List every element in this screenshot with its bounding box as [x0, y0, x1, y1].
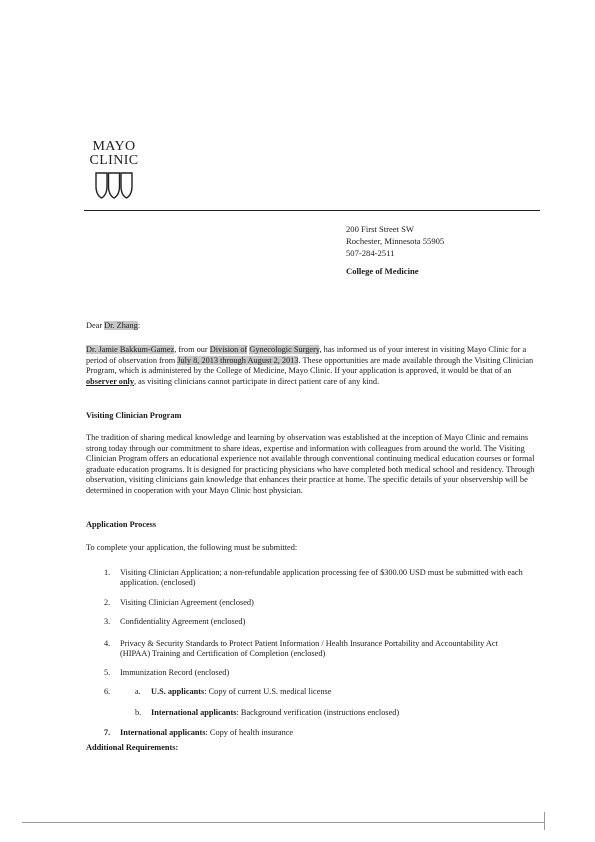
- salutation-suffix: :: [137, 321, 141, 330]
- list-item-number: 3.: [104, 617, 111, 626]
- address-block: [346, 224, 444, 278]
- division-label: Division of: [209, 345, 248, 354]
- additional-requirements-heading: Additional Requirements:: [86, 743, 179, 752]
- logo-line-1: MAYO: [92, 139, 136, 154]
- address-street: 200 First Street SW: [346, 224, 415, 234]
- list-item-number: 5.: [104, 668, 111, 677]
- mayo-clinic-logo: [86, 140, 142, 168]
- header-divider: [84, 210, 540, 211]
- list-item-text: Privacy & Security Standards to Protect Patient Information / Health Insurance Portability and Accountability Act (HIPAA) Training and Certification of Completion (enclosed): [120, 639, 498, 659]
- list-item-text: Visiting Clinician Application; a non-refundable application processing fee of $300.00 USD must be submitted with each application. (enclosed): [120, 568, 523, 588]
- intro-text-3: . These opportunities are made available through the Visiting Clinician Program, which is administered by the College of Medicine, Mayo Clinic. If your application is approved, it would be that of an: [86, 355, 534, 376]
- observer-only: observer only: [86, 376, 135, 386]
- list-item-text: Visiting Clinician Agreement (enclosed): [120, 598, 254, 607]
- application-intro: To complete your application, the following must be submitted:: [86, 543, 298, 552]
- intro-text-2: , has informed us of your interest in visiting Mayo Clinic for a period of observation from: [86, 345, 527, 365]
- recipient-name: Dr. Zhang: [104, 321, 138, 330]
- salutation: [86, 321, 544, 332]
- division-name: Gynecologic Surgery: [249, 345, 320, 354]
- list-item-text: Confidentiality Agreement (enclosed): [120, 617, 246, 626]
- intl-applicants-text: : Background verification (instructions enclosed): [236, 708, 400, 717]
- list-item-number: 4.: [104, 639, 111, 648]
- list-subitem-text: [151, 708, 531, 718]
- list-item-number: 1.: [104, 568, 111, 577]
- vcp-heading: Visiting Clinician Program: [86, 411, 182, 420]
- list-subitem-text: [151, 687, 531, 697]
- salutation-prefix: Dear: [86, 321, 105, 330]
- intro-text-1: , from our: [174, 345, 210, 354]
- footer-divider: [22, 822, 544, 823]
- host-physician-name: Dr. Jamie Bakkum-Gamez: [86, 345, 175, 354]
- address-phone: 507-284-2511: [346, 247, 395, 258]
- intl-applicants-insurance-label: International applicants: [120, 728, 206, 737]
- intro-paragraph: [86, 345, 544, 387]
- list-item-text: Immunization Record (enclosed): [120, 668, 230, 677]
- logo-line-2: CLINIC: [89, 153, 139, 168]
- us-applicants-text: : Copy of current U.S. medical license: [204, 687, 332, 696]
- page-edge-mark: [544, 812, 545, 830]
- address-department: College of Medicine: [346, 266, 419, 277]
- intro-text-4: , as visiting clinicians cannot participate in direct patient care of any kind.: [134, 376, 380, 386]
- application-heading: Application Process: [86, 520, 157, 529]
- observation-dates: July 8, 2013 through August 2, 2013: [177, 355, 299, 365]
- intl-insurance-text: : Copy of health insurance: [205, 728, 294, 737]
- address-city: Rochester, Minnesota 55905: [346, 235, 445, 246]
- us-applicants-label: U.S. applicants: [151, 687, 205, 696]
- list-item-text: [120, 728, 530, 738]
- list-subitem-letter: b.: [135, 708, 142, 717]
- intl-applicants-label: International applicants: [151, 708, 237, 717]
- shield-icon: [94, 170, 134, 200]
- list-item-number: 6.: [104, 687, 111, 696]
- vcp-paragraph: The tradition of sharing medical knowledge and learning by observation was established at the inception of Mayo Clinic and remains strong today through our commitment to share ideas, expertise and information with colleagues from around the world. The Visiting Clinician Program offers an educational experience not available through conventional continuing medical education courses or formal graduate education programs. It is designed for practicing physicians who have completed both medical school and residency. Through observation, visiting clinicians gain knowledge that enhances their practice at home. The specific details of your observership will be determined in cooperation with your Mayo Clinic host physician.: [86, 433, 535, 495]
- list-item-number: 2.: [104, 598, 111, 607]
- list-item-number: 7.: [104, 728, 111, 737]
- list-subitem-letter: a.: [135, 687, 141, 696]
